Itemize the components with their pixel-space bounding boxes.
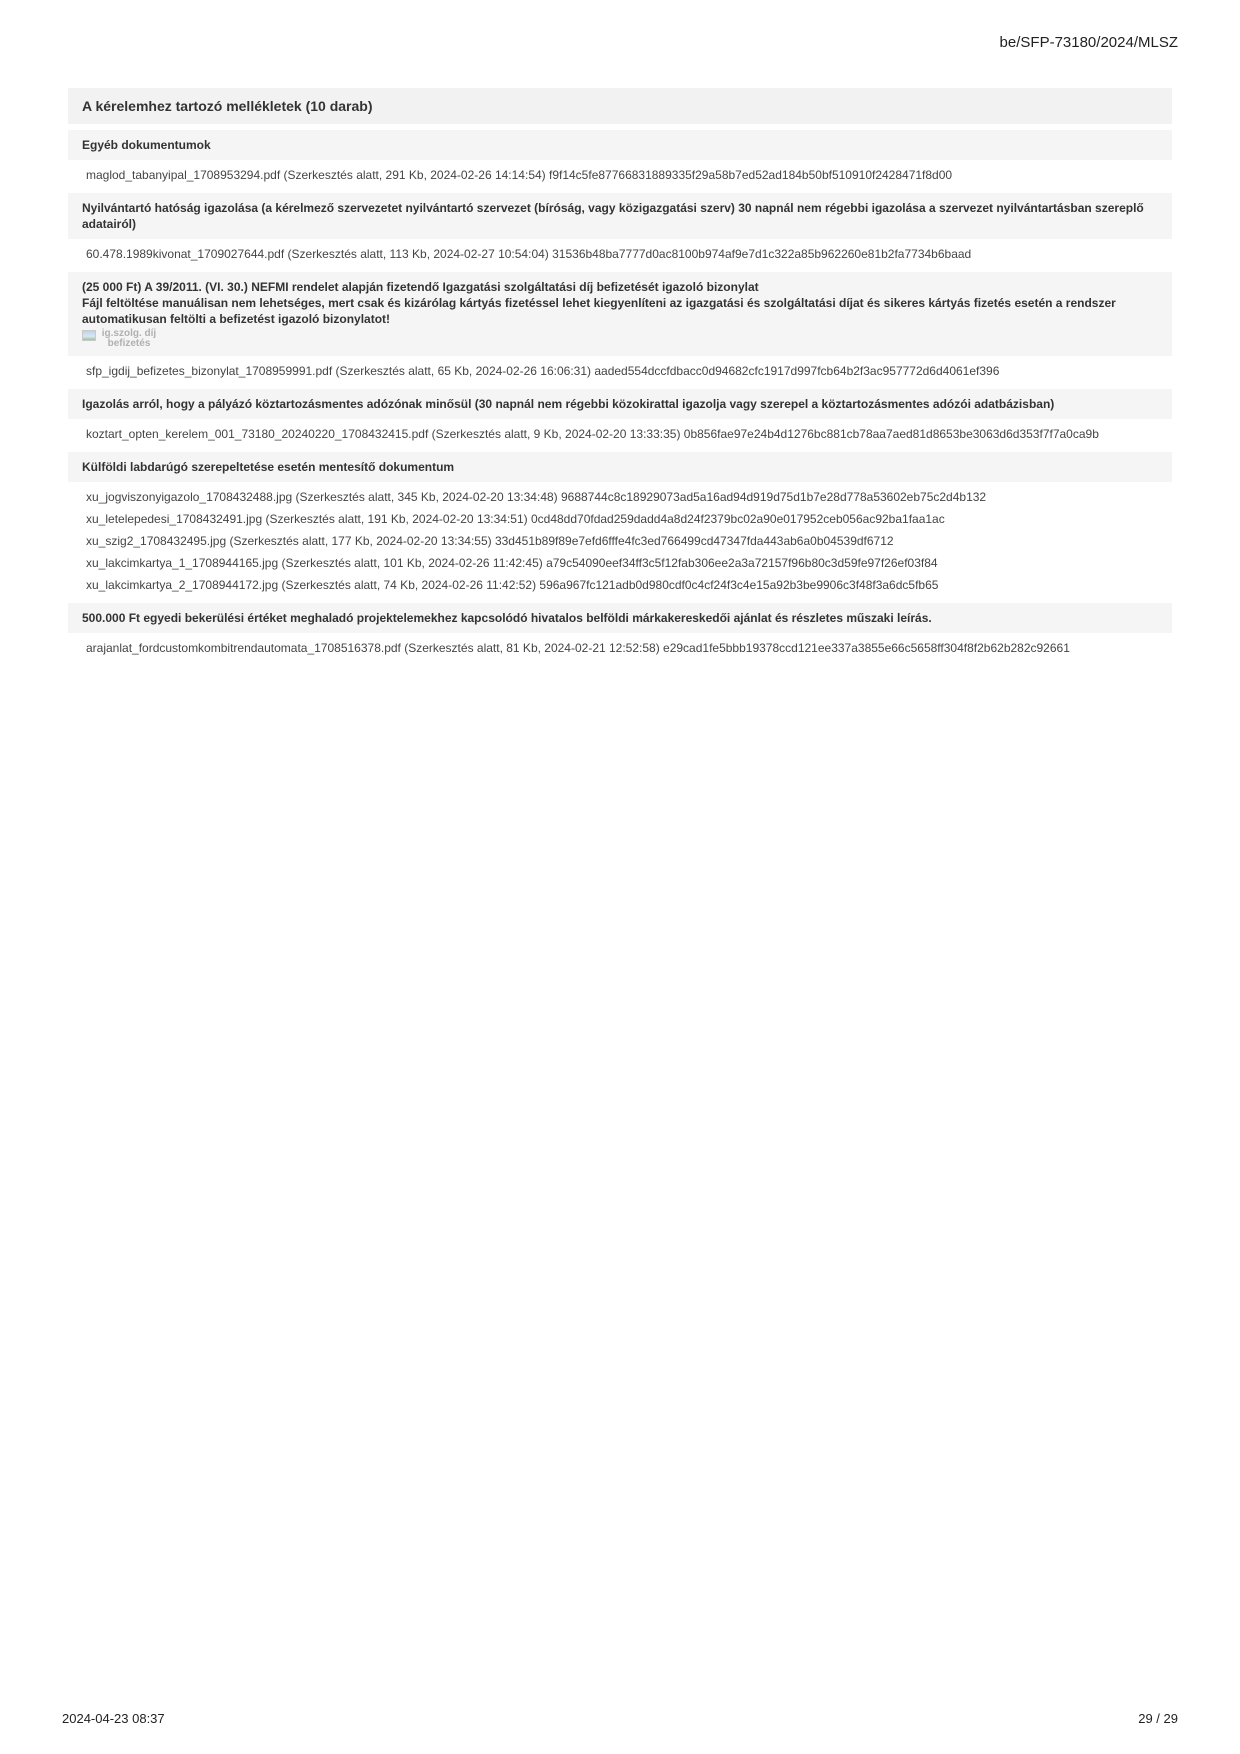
attachment-file-item[interactable]: sfp_igdij_befizetes_bizonylat_1708959991.pdf (Szerkesztés alatt, 65 Kb, 2024-02-26 16:06:31) aaded554dccfdbacc0d94682cfc1917d997fcb64b2f3ac957772d6d4061ef396 — [86, 364, 1000, 378]
attachment-file-item[interactable]: xu_szig2_1708432495.jpg (Szerkesztés alatt, 177 Kb, 2024-02-20 13:34:55) 33d451b89f89e7efd6fffe4fc3ed766499cd47347fda443ab6a0b04539df6712 — [86, 534, 894, 548]
section-heading — [68, 452, 1172, 482]
attachment-section-other-documents — [68, 130, 1172, 190]
section-title: Nyilvántartó hatóság igazolása (a kérelmező szervezetet nyilvántartó szervezet (bíróság, vagy közigazgatási szerv) 30 napnál nem régebbi igazolása a szervezet nyilvántartásban szereplő adatairól) — [82, 201, 1144, 231]
attachment-file-item[interactable]: xu_lakcimkartya_1_1708944165.jpg (Szerkesztés alatt, 101 Kb, 2024-02-26 11:42:45) a79c54090eef34ff3c5f12fab306ee2a3a72157f96b80c3d59fe97f26ef03f84 — [86, 556, 938, 570]
file-list — [68, 239, 1172, 269]
attachment-file-item[interactable]: maglod_tabanyipal_1708953294.pdf (Szerkesztés alatt, 291 Kb, 2024-02-26 14:14:54) f9f14c5fe87766831889335f29a58b7ed52ad184b50bf510910f2428471f8d00 — [86, 168, 953, 182]
section-heading — [68, 193, 1172, 239]
section-heading — [68, 130, 1172, 160]
section-heading — [68, 272, 1172, 356]
section-title: Külföldi labdarúgó szerepeltetése esetén mentesítő dokumentum — [82, 460, 455, 474]
attachment-section-foreign-player-exemption — [68, 452, 1172, 600]
section-heading — [68, 603, 1172, 633]
section-note: Fájl feltöltése manuálisan nem lehetséges, mert csak és kizárólag kártyás fizetéssel lehet kiegyenlíteni az igazgatási és szolgáltatási díjat és sikeres kártyás fizetés esetén a rendszer automatikusan feltölti a befizetést igazoló bizonylatot! — [82, 296, 1116, 326]
fee-payment-image — [82, 329, 1158, 349]
file-list — [68, 419, 1172, 449]
attachment-section-registry-certificate — [68, 193, 1172, 269]
file-list — [68, 633, 1172, 663]
document-reference: be/SFP-73180/2024/MLSZ — [999, 34, 1178, 51]
section-title: 500.000 Ft egyedi bekerülési értéket meghaladó projektelemekhez kapcsolódó hivatalos belföldi márkakereskedői ajánlat és részletes műszaki leírás. — [82, 611, 932, 625]
attachments-panel — [68, 88, 1172, 666]
attachment-file-item[interactable]: koztart_opten_kerelem_001_73180_20240220_1708432415.pdf (Szerkesztés alatt, 9 Kb, 2024-02-20 13:33:35) 0b856fae97e24b4d1276bc881cb78aa7aed81d8653be3063d6d353f7f7a0ca9b — [86, 427, 1099, 441]
attachment-file-item[interactable]: 60.478.1989kivonat_1709027644.pdf (Szerkesztés alatt, 113 Kb, 2024-02-27 10:54:04) 31536b48ba7777d0ac8100b974af9e7d1c322a85b962260e81b2fa7734b6baad — [86, 247, 972, 261]
section-heading — [68, 389, 1172, 419]
attachment-file-item[interactable]: arajanlat_fordcustomkombitrendautomata_1708516378.pdf (Szerkesztés alatt, 81 Kb, 2024-02-21 12:52:58) e29cad1fe5bbb19378ccd121ee337a3855e66c5658ff304f8f2b62b282c92661 — [86, 641, 1070, 655]
file-list — [68, 160, 1172, 190]
section-title: Egyéb dokumentumok — [82, 138, 211, 152]
page-number: 29 / 29 — [1138, 1711, 1178, 1726]
section-title: Igazolás arról, hogy a pályázó köztartozásmentes adózónak minősül (30 napnál nem régebbi közokirattal igazolja vagy szerepel a köztartozásmentes adózói adatbázisban) — [82, 397, 1055, 411]
image-alt-text: ig.szolg. díj befizetés — [101, 328, 157, 349]
attachment-section-fee-payment-receipt — [68, 272, 1172, 386]
attachment-file-item[interactable]: xu_jogviszonyigazolo_1708432488.jpg (Szerkesztés alatt, 345 Kb, 2024-02-20 13:34:48) 9688744c8c18929073ad5a16ad94d919d75d1b7e28d778a53602eb75c2d4b132 — [86, 490, 987, 504]
attachments-title: A kérelemhez tartozó mellékletek (10 darab) — [68, 88, 1172, 124]
file-list — [68, 356, 1172, 386]
broken-image-icon — [82, 330, 96, 341]
file-list — [68, 482, 1172, 600]
footer-datetime: 2024-04-23 08:37 — [62, 1711, 165, 1726]
attachment-file-item[interactable]: xu_letelepedesi_1708432491.jpg (Szerkesztés alatt, 191 Kb, 2024-02-20 13:34:51) 0cd48dd70fdad259dadd4a8d24f2379bc02a90e017952ceb056ac92ba1faa1ac — [86, 512, 945, 526]
section-title: (25 000 Ft) A 39/2011. (VI. 30.) NEFMI rendelet alapján fizetendő Igazgatási szolgáltatási díj befizetését igazoló bizonylat — [82, 280, 759, 294]
attachment-file-item[interactable]: xu_lakcimkartya_2_1708944172.jpg (Szerkesztés alatt, 74 Kb, 2024-02-26 11:42:52) 596a967fc121adb0d980cdf0c4cf24f3c4e15a92b3be9906c3f48f3a6dc5fb65 — [86, 578, 939, 592]
attachment-section-dealer-offer — [68, 603, 1172, 663]
attachment-section-tax-clearance — [68, 389, 1172, 449]
